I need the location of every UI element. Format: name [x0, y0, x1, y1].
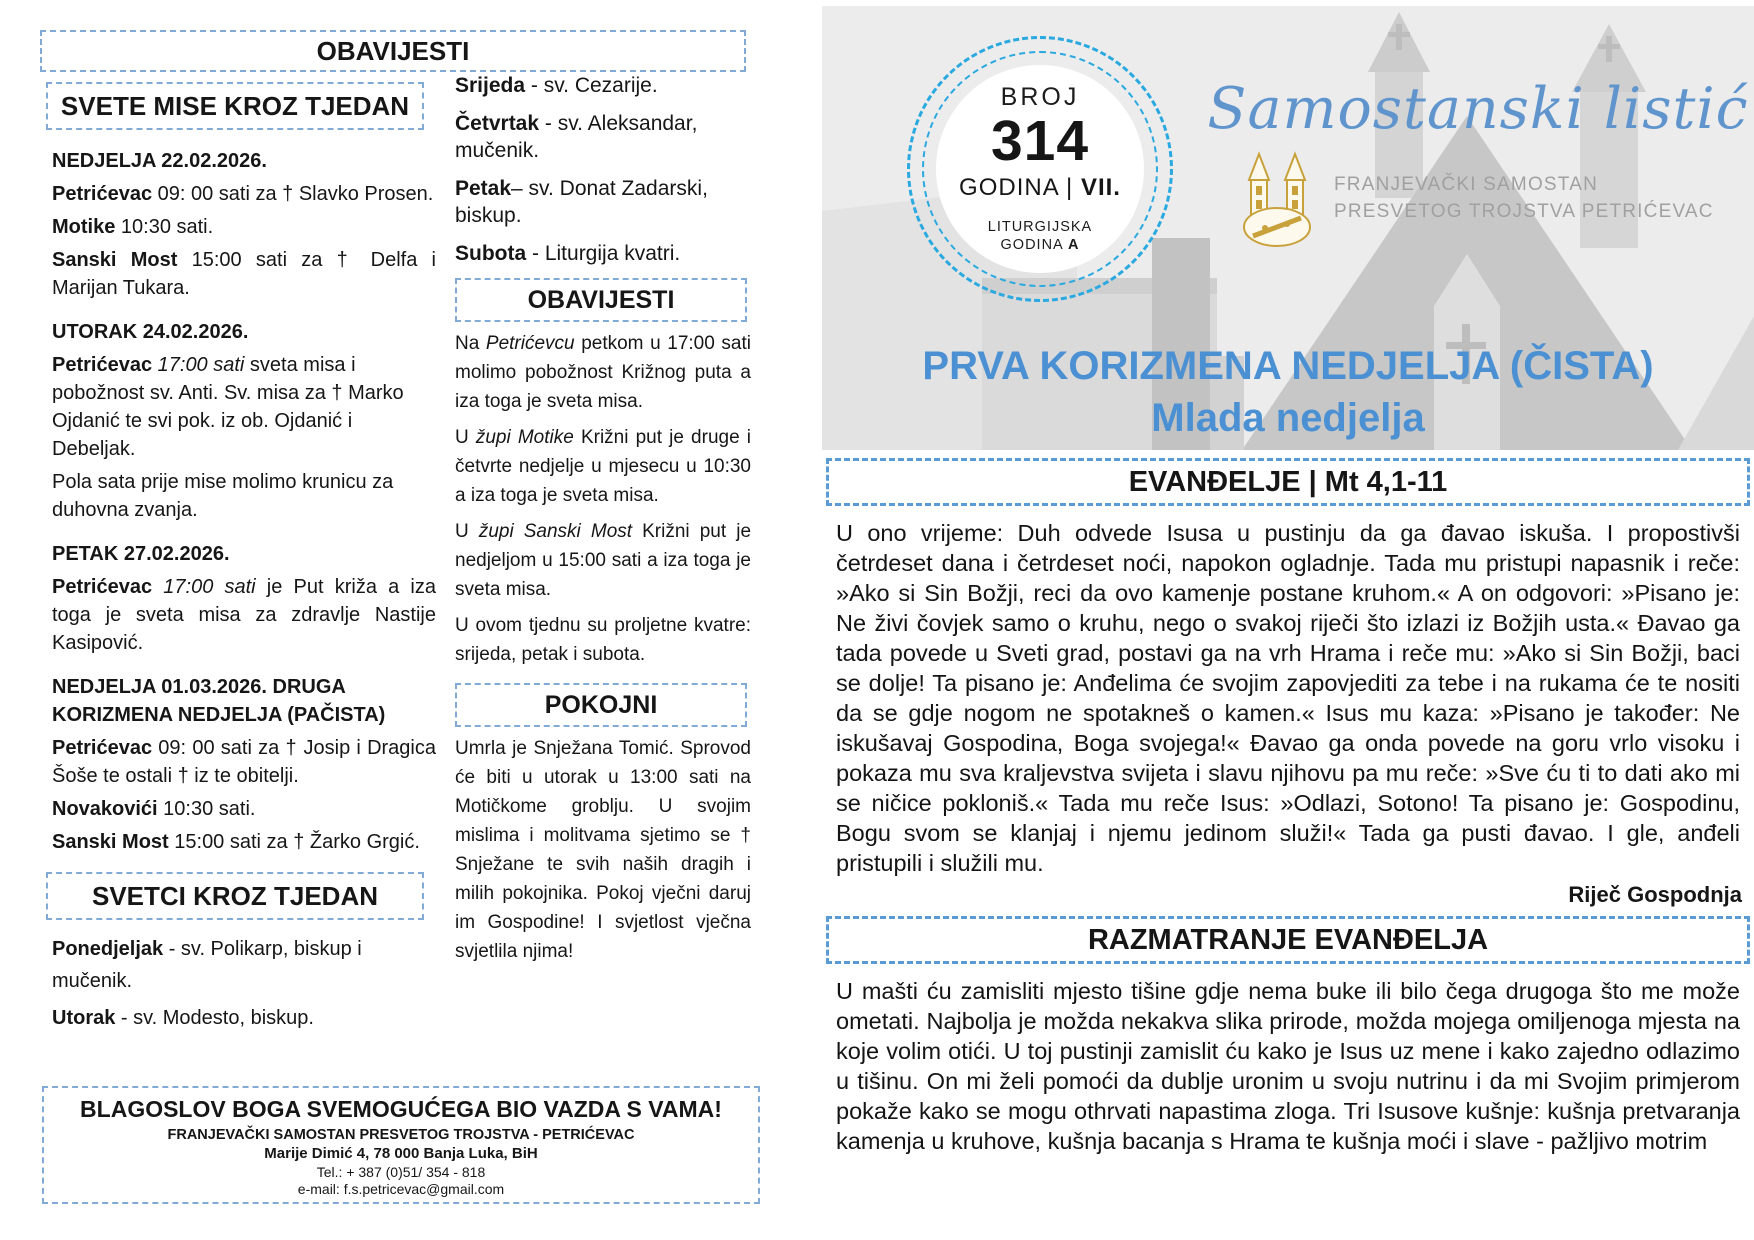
mass-schedule-item: Novakovići 10:30 sati.	[52, 798, 256, 820]
mass-schedule-item: Petrićevac 09: 00 sati za † Josip i Dragica Šoše te ostali † iz te obitelji.	[52, 737, 436, 787]
mass-schedule-item: Petrićevac 17:00 sati sveta misa i pobožnost sv. Anti. Sv. misa za † Marko Ojdanić te svi pok. iz ob. Ojdanić i Debeljak.	[52, 354, 404, 460]
sunday-subtitle: Mlada nedjelja	[1151, 396, 1425, 440]
mass-schedule-item: Petrićevac 17:00 sati je Put križa a iza toga je sveta misa za zdravlje Nastije Kasipović.	[52, 576, 437, 654]
section-header-svete-mise	[46, 82, 424, 130]
issue-year: GODINA | VII.	[959, 173, 1121, 201]
monastery-phone: Tel.: + 387 (0)51/ 354 - 818	[316, 1164, 486, 1180]
section-header-razmatranje	[826, 916, 1750, 964]
left-column	[52, 82, 436, 1034]
organization-name	[1334, 171, 1714, 225]
saint-item: Subota - Liturgija kvatri.	[455, 242, 681, 265]
mass-schedule-item: Sanski Most 15:00 sati za † Delfa i Marijan Tukara.	[52, 249, 436, 299]
notice-item: Na Petrićevcu petkom u 17:00 sati molimo pobožnost Križnog puta a iza toga je sveta misa.	[455, 333, 751, 412]
pokojni-label: POKOJNI	[544, 690, 658, 719]
saint-item: Utorak - sv. Modesto, biskup.	[52, 1007, 314, 1029]
mass-schedule-item: Petrićevac 09: 00 sati za † Slavko Prosen.	[52, 183, 434, 205]
left-page-main-header	[40, 30, 746, 72]
mass-schedule-item: Motike 10:30 sati.	[52, 216, 214, 238]
monastery-logo-icon	[1237, 148, 1317, 248]
monastery-email: e-mail: f.s.petricevac@gmail.com	[297, 1181, 505, 1197]
section-header-evandelje	[826, 458, 1750, 506]
blessing-line: BLAGOSLOV BOGA SVEMOGUĆEGA BIO VAZDA S VAMA!	[80, 1096, 722, 1122]
organization-line2: PRESVETOG TROJSTVA PETRIĆEVAC	[1334, 201, 1714, 222]
organization-line1: FRANJEVAČKI SAMOSTAN	[1334, 174, 1598, 195]
liturgical-year-line2: GODINA A	[1000, 237, 1080, 254]
middle-column	[455, 72, 751, 966]
bulletin-title: Samostanski listić	[1207, 76, 1749, 142]
section-header-svetci	[46, 872, 424, 920]
mass-date-heading: UTORAK 24.02.2026.	[52, 321, 249, 343]
saint-item: Četvrtak - sv. Aleksandar, mučenik.	[455, 112, 698, 162]
issue-badge	[907, 36, 1173, 302]
mass-date-heading: PETAK 27.02.2026.	[52, 543, 230, 565]
masthead	[822, 6, 1754, 450]
evandelje-label: EVANĐELJE | Mt 4,1-11	[1128, 465, 1448, 498]
gospel-closing: Riječ Gospodnja	[1568, 882, 1742, 907]
obituary-text: Umrla je Snježana Tomić. Sprovod će biti u utorak u 13:00 sati na Motičkome groblju. U svojim mislima i molitvama sjetimo se † Snježane te svih naših dragih i milih pokojnika. Pokoj vječni daruj im Gospodine! I svjetlost vječna svjetlila njima!	[455, 738, 751, 962]
issue-badge-circle	[936, 65, 1144, 273]
svete-mise-label: SVETE MISE KROZ TJEDAN	[60, 90, 410, 121]
monastery-name: FRANJEVAČKI SAMOSTAN PRESVETOG TROJSTVA - PETRIĆEVAC	[167, 1127, 635, 1143]
razmatranje-label: RAZMATRANJE EVANĐELJA	[1087, 923, 1489, 956]
contact-footer	[42, 1086, 760, 1204]
saint-item: Ponedjeljak - sv. Polikarp, biskup i mučenik.	[52, 938, 362, 992]
mass-date-heading: NEDJELJA 01.03.2026. DRUGA KORIZMENA NEDJELJA (PAČISTA)	[52, 676, 386, 726]
mass-schedule-item: Sanski Most 15:00 sati za † Žarko Grgić.	[52, 831, 420, 853]
issue-number: 314	[990, 108, 1090, 173]
notice-item: U ovom tjednu su proljetne kvatre: srijeda, petak i subota.	[455, 615, 751, 665]
left-page-main-header-label: OBAVIJESTI	[316, 35, 470, 66]
sunday-title: PRVA KORIZMENA NEDJELJA (ČISTA)	[922, 344, 1654, 388]
notice-item: U župi Motike Križni put je druge i četvrte nedjelje u mjesecu u 10:30 a iza toga je sveta misa.	[455, 427, 751, 506]
liturgical-year-line1: LITURGIJSKA	[987, 218, 1093, 235]
saint-item: Srijeda - sv. Cezarije.	[455, 74, 658, 97]
mass-schedule-item: Pola sata prije mise molimo krunicu za duhovna zvanja.	[52, 471, 394, 521]
right-page	[822, 0, 1754, 1240]
liturgical-year	[988, 218, 1092, 256]
gospel-text: U ono vrijeme: Duh odvede Isusa u pustinju da ga đavao iskuša. I propostivši četrdeset dana i četrdeset noći, napokon ogladnje. Tada mu pristupi napasnik i reče: »Ako si Sin Božji, reci da ovo kamenje postane kruhom.« A on odgovori: »Pisano je: Ne živi čovjek samo o kruhu, nego o svakoj riječi što izlazi iz Božjih usta.« Đavao ga tada povede u Sveti grad, postavi ga na vrh Hrama i reče mu: »Ako si Sin Božji, baci se dolje! Ta pisano je: Anđelima će svojim zapovjediti za tebe i na rukama će te nositi da se gdje nogom ne spotakneš o kamen.« Isus mu kaza: »Pisano je također: Ne iskušavaj Gospodina, Boga svojega!« Đavao ga onda povede na goru vrlo visoku i pokaza mu sva kraljevstva svijeta i slavu njihovu pa mu reče: »Sve ću ti to dati ako mi se ničice pokloniš.« Tada mu reče Isus: »Odlazi, Sotono! Ta pisano je: Gospodinu, Bogu svom se klanjaj i njemu jedinom služi!« Tada ga pusti đavao. I gle, anđeli pristupili i služili mu.	[836, 520, 1740, 876]
notice-item: U župi Sanski Most Križni put je nedjeljom u 15:00 sati a iza toga je sveta misa.	[455, 521, 752, 600]
obavijesti-label: OBAVIJESTI	[527, 285, 675, 314]
section-header-obavijesti	[455, 278, 747, 322]
saint-item: Petak– sv. Donat Zadarski, biskup.	[455, 177, 708, 227]
mass-date-heading: NEDJELJA 22.02.2026.	[52, 150, 267, 172]
section-header-pokojni	[455, 683, 747, 727]
monastery-address: Marije Dimić 4, 78 000 Banja Luka, BiH	[264, 1145, 538, 1162]
svetci-label: SVETCI KROZ TJEDAN	[91, 880, 379, 911]
issue-number-label: BROJ	[1000, 82, 1080, 111]
reflection-text: U mašti ću zamisliti mjesto tišine gdje nema buke ili bilo čega drugoga što me može ometati. Najbolja je možda nekakva slika prirode, možda mojega omiljenoga mjesta na koje volim otići. U toj pustinji zamislit ću kako je Isus uz mene i kako zajedno odlazimo u tišinu. On mi želi pomoći da dublje uronim u svoju nutrinu i da mi Svojim primjerom pokaže kako se mogu othrvati napastima zloga. Tri Isusove kušnje: kušnja pretvaranja kamenja u kruhove, kušnja bacanja s Hrama te kušnja moći i slave - pažljivo motrim	[836, 978, 1740, 1154]
